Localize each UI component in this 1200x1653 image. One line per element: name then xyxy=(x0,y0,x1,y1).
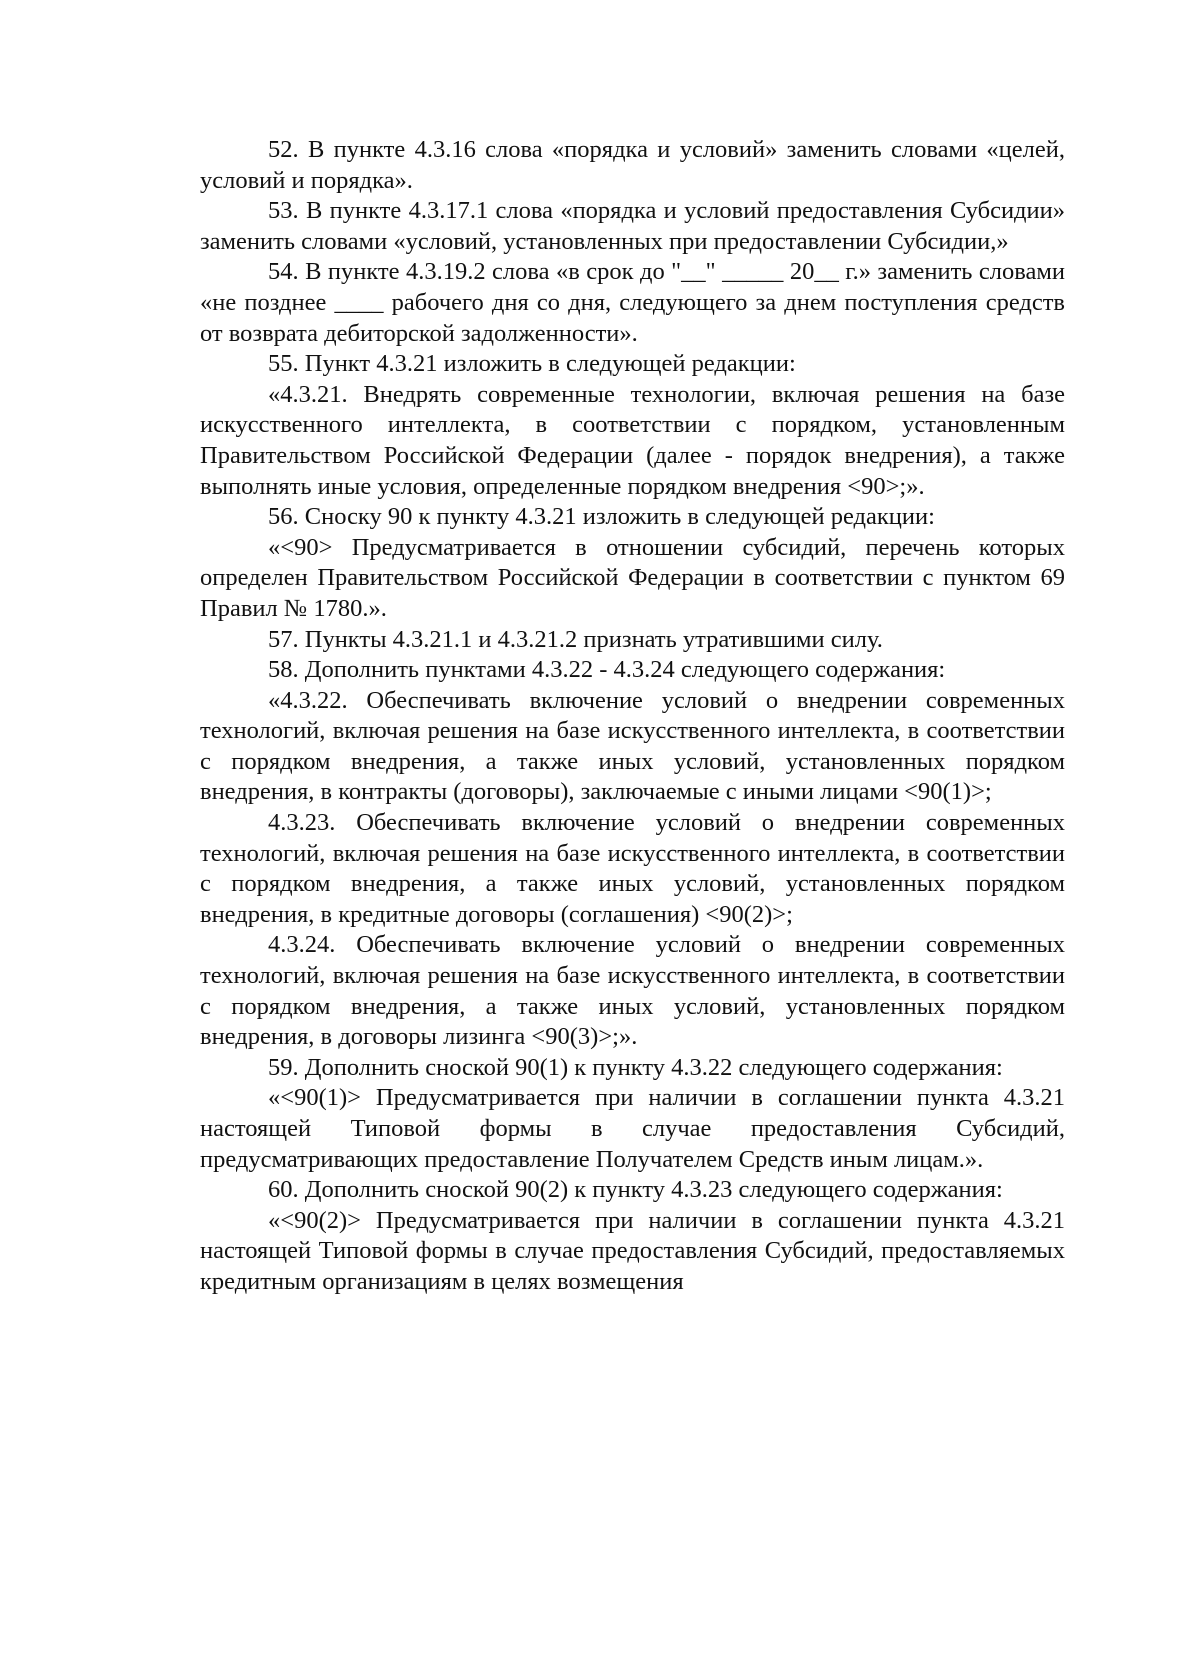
paragraph-4-3-21: «4.3.21. Внедрять современные технологии, включая решения на базе искусственного интеллекта, в соответствии с порядком, установленным Правительством Российской Федерации (далее - порядок внедрения), а также выполнять иные условия, определенные порядком внедрения <90>;». xyxy=(200,380,1065,500)
document-body xyxy=(200,135,1065,1298)
paragraph-footnote-90: «<90> Предусматривается в отношении субсидий, перечень которых определен Правительством Российской Федерации в соответствии с пунктом 69 Правил № 1780.». xyxy=(200,533,1065,622)
paragraph-footnote-90-1: «<90(1)> Предусматривается при наличии в соглашении пункта 4.3.21 настоящей Типовой формы в случае предоставления Субсидий, предусматривающих предоставление Получателем Средств иным лицам.». xyxy=(200,1084,1065,1173)
paragraph-4-3-24: 4.3.24. Обеспечивать включение условий о внедрении современных технологий, включая решения на базе искусственного интеллекта, в соответствии с порядком внедрения, а также иных условий, установленных порядком внедрения, в договоры лизинга <90(3)>;». xyxy=(200,931,1065,1051)
paragraph-52: 52. В пункте 4.3.16 слова «порядка и условий» заменить словами «целей, условий и порядка». xyxy=(200,136,1065,194)
paragraph-57: 57. Пункты 4.3.21.1 и 4.3.21.2 признать утратившими силу. xyxy=(268,625,883,653)
paragraph-55: 55. Пункт 4.3.21 изложить в следующей редакции: xyxy=(268,350,796,378)
paragraph-60: 60. Дополнить сноской 90(2) к пункту 4.3.23 следующего содержания: xyxy=(268,1176,1003,1204)
paragraph-58: 58. Дополнить пунктами 4.3.22 - 4.3.24 следующего содержания: xyxy=(268,656,946,684)
paragraph-4-3-22: «4.3.22. Обеспечивать включение условий о внедрении современных технологий, включая решения на базе искусственного интеллекта, в соответствии с порядком внедрения, а также иных условий, установленных порядком внедрения, в контракты (договоры), заключаемые с иными лицами <90(1)>; xyxy=(200,686,1065,806)
paragraph-4-3-23: 4.3.23. Обеспечивать включение условий о внедрении современных технологий, включая решения на базе искусственного интеллекта, в соответствии с порядком внедрения, а также иных условий, установленных порядком внедрения, в кредитные договоры (соглашения) <90(2)>; xyxy=(200,809,1065,928)
paragraph-53: 53. В пункте 4.3.17.1 слова «порядка и условий предоставления Субсидии» заменить словами «условий, установленных при предоставлении Субсидии,» xyxy=(200,197,1065,255)
paragraph-56: 56. Сноску 90 к пункту 4.3.21 изложить в следующей редакции: xyxy=(268,503,935,531)
paragraph-59: 59. Дополнить сноской 90(1) к пункту 4.3.22 следующего содержания: xyxy=(268,1053,1003,1081)
paragraph-footnote-90-2: «<90(2)> Предусматривается при наличии в соглашении пункта 4.3.21 настоящей Типовой формы в случае предоставления Субсидий, предоставляемых кредитным организациям в целях возмещения xyxy=(200,1206,1065,1295)
paragraph-54: 54. В пункте 4.3.19.2 слова «в срок до "__" _____ 20__ г.» заменить словами «не позднее ____ рабочего дня со дня, следующего за днем поступления средств от возврата дебиторской задолженности». xyxy=(200,258,1065,347)
